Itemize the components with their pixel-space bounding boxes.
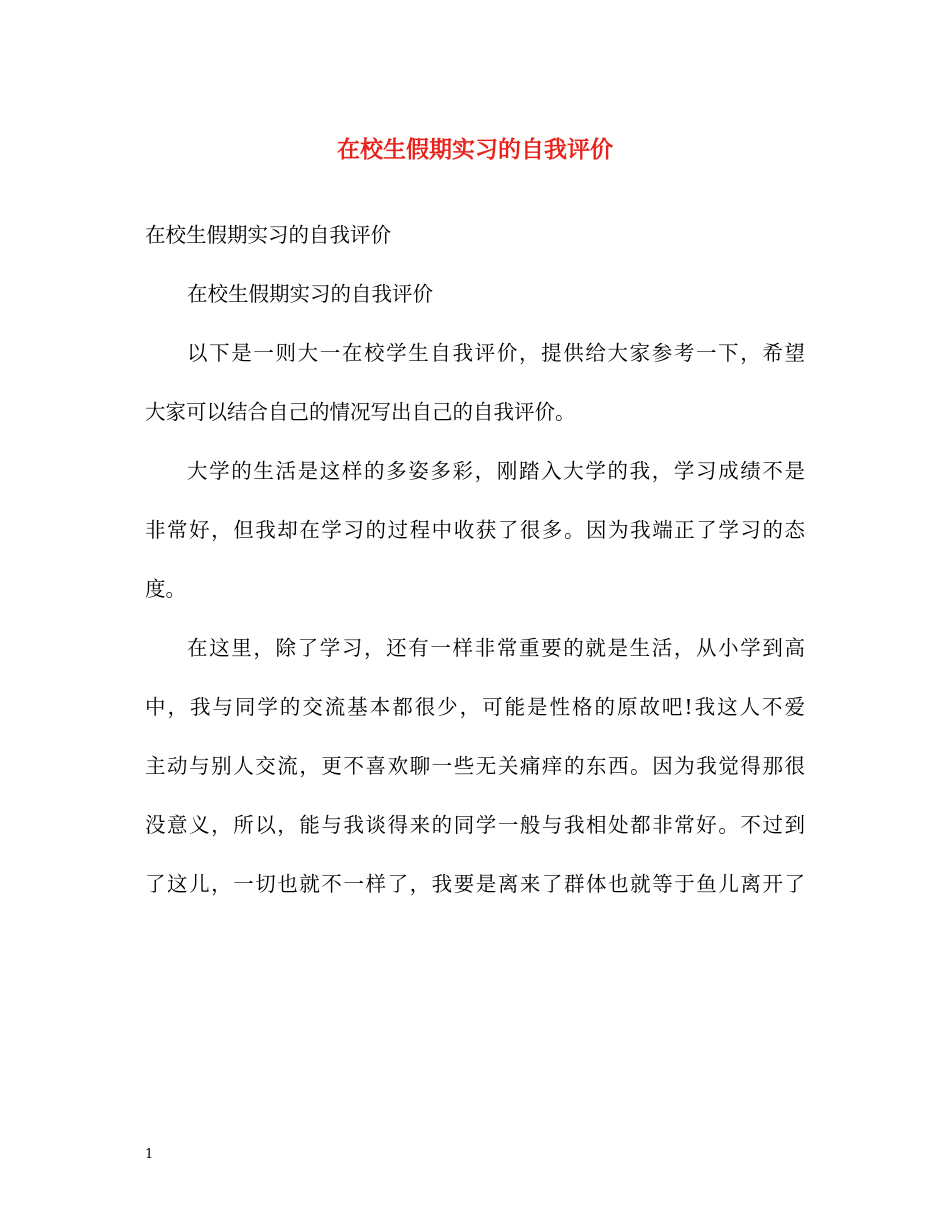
paragraph-line: 以下是一则大一在校学生自我评价，提供给大家参考一下，希望: [187, 341, 805, 365]
paragraph-line: 大家可以结合自己的情况写出自己的自我评价。: [145, 400, 576, 424]
paragraph-line: 主动与别人交流，更不喜欢聊一些无关痛痒的东西。因为我觉得那很: [145, 754, 805, 778]
document-body: [145, 218, 805, 926]
paragraph-line: 中，我与同学的交流基本都很少，可能是性格的原故吧!我这人不爱: [145, 695, 805, 719]
paragraph-intro: [145, 336, 805, 429]
paragraph-line: 非常好，但我却在学习的过程中收获了很多。因为我端正了学习的态: [145, 518, 805, 542]
paragraph-college-life: [145, 454, 805, 606]
section-subheading: 在校生假期实习的自我评价: [187, 282, 433, 306]
section-heading: 在校生假期实习的自我评价: [145, 223, 391, 247]
document-title: 在校生假期实习的自我评价: [337, 136, 613, 163]
paragraph-line: 在这里，除了学习，还有一样非常重要的就是生活，从小学到高: [187, 636, 805, 660]
paragraph-line: 度。: [145, 577, 186, 601]
paragraph-line: 了这儿，一切也就不一样了，我要是离来了群体也就等于鱼儿离开了: [145, 872, 805, 896]
paragraph-social-life: [145, 631, 805, 901]
page-number: 1: [145, 1147, 154, 1162]
paragraph-line: 没意义，所以，能与我谈得来的同学一般与我相处都非常好。不过到: [145, 813, 805, 837]
paragraph-line: 大学的生活是这样的多姿多彩，刚踏入大学的我，学习成绩不是: [187, 459, 805, 483]
